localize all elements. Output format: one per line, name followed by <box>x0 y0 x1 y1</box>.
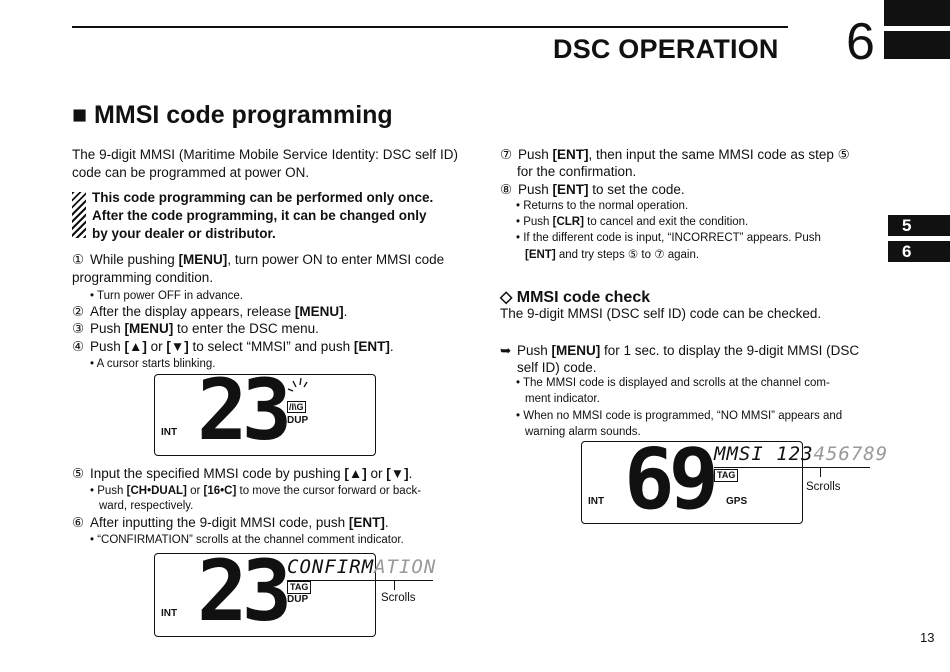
step-5: ⑤ Input the specified MMSI code by pushing [▲] or [▼]. <box>72 466 413 481</box>
check-note-1-cont: ment indicator. <box>525 393 600 405</box>
lcd3-scroll-rule <box>714 467 870 468</box>
lcd3-gps-label: GPS <box>726 496 748 507</box>
step-3: ③ Push [MENU] to enter the DSC menu. <box>72 321 319 336</box>
check-note-1: • The MMSI code is displayed and scrolls at the channel com- <box>516 377 830 389</box>
lcd2-scroll-leader <box>394 580 395 590</box>
intro-text: The 9-digit MMSI (Maritime Mobile Service Identity: DSC self ID) code can be programmed at power ON. <box>72 147 458 180</box>
step-7-cont: for the confirmation. <box>517 164 637 179</box>
step-4: ④ Push [▲] or [▼] to select “MMSI” and push [ENT]. <box>72 339 394 354</box>
caution-hatch-icon <box>72 192 86 238</box>
lcd3-scrolls-label: Scrolls <box>806 481 841 493</box>
lcd2-scroll-rule <box>287 580 433 581</box>
lcd2-tag-label: TAG <box>287 581 311 594</box>
step-8-note-1: • Returns to the normal operation. <box>516 200 689 212</box>
lcd2-channel: 23 <box>197 542 287 640</box>
lcd-display-1 <box>154 361 376 459</box>
step-1-note: • Turn power OFF in advance. <box>90 290 243 302</box>
step-8-note-3-cont: [ENT] and try steps ⑤ to ⑦ again. <box>525 249 700 261</box>
step-6: ⑥ After inputting the 9-digit MMSI code, push [ENT]. <box>72 515 389 530</box>
section-heading: ■ MMSI code programming <box>72 101 393 129</box>
lcd2-int-label: INT <box>161 608 178 619</box>
lcd1-icon-label: /I\G <box>289 402 304 412</box>
check-note-2-cont: warning alarm sounds. <box>525 426 641 438</box>
lcd3-int-label: INT <box>588 496 605 507</box>
lcd3-channel: 69 <box>624 430 714 528</box>
step-6-note: • “CONFIRMATION” scrolls at the channel comment indicator. <box>90 534 404 546</box>
arrow-icon: ➥ <box>500 343 512 358</box>
chapter-bar-top <box>884 0 950 26</box>
warning-line-1: This code programming can be performed only once. <box>92 190 434 205</box>
lcd3-tag-label: TAG <box>714 469 738 482</box>
subheading: ◇ MMSI code check <box>500 289 651 306</box>
step-1: ① While pushing [MENU], turn power ON to enter MMSI code programming condition. <box>72 252 445 285</box>
step-2: ② After the display appears, release [MENU]. <box>72 304 348 319</box>
section-title: DSC OPERATION <box>553 34 779 64</box>
step-7: ⑦ Push [ENT], then input the same MMSI code as step ⑤ <box>500 147 850 162</box>
step-8-note-3: • If the different code is input, “INCORRECT” appears. Push <box>516 232 821 244</box>
lcd2-scroll-text: CONFIRMATION <box>287 556 437 578</box>
warning-line-3: by your dealer or distributor. <box>92 226 276 241</box>
lcd1-int-label: INT <box>161 427 178 438</box>
header-rule <box>72 26 788 28</box>
lcd1-dup-label: DUP <box>287 415 309 426</box>
check-note-2: • When no MMSI code is programmed, “NO MMSI” appears and <box>516 410 843 422</box>
page-number: 13 <box>920 630 935 645</box>
step-5-note-cont: ward, respectively. <box>99 500 194 512</box>
warning-line-2: After the code programming, it can be changed only <box>92 208 427 223</box>
blink-cursor-icon <box>285 377 311 399</box>
step-4-note: • A cursor starts blinking. <box>90 358 216 370</box>
step-8: ⑧ Push [ENT] to set the code. <box>500 182 685 197</box>
check-step-cont: self ID) code. <box>517 360 597 375</box>
lcd2-dup-label: DUP <box>287 594 309 605</box>
chapter-number: 6 <box>846 13 875 71</box>
lcd1-channel: 23 <box>197 361 287 459</box>
side-tab-5[interactable]: 5 <box>888 215 950 236</box>
lcd3-scroll-leader <box>820 467 821 477</box>
lcd3-scroll-text: MMSI 123456789 <box>714 443 889 465</box>
step-8-note-2: • Push [CLR] to cancel and exit the condition. <box>516 216 749 228</box>
lcd2-scrolls-label: Scrolls <box>381 592 416 604</box>
side-tab-6[interactable]: 6 <box>888 241 950 262</box>
check-step: Push [MENU] for 1 sec. to display the 9-digit MMSI (DSC <box>517 343 860 358</box>
sub-intro: The 9-digit MMSI (DSC self ID) code can be checked. <box>500 306 822 321</box>
step-5-note: • Push [CH•DUAL] or [16•C] to move the cursor forward or back- <box>90 485 422 497</box>
chapter-bar-bottom <box>884 31 950 59</box>
